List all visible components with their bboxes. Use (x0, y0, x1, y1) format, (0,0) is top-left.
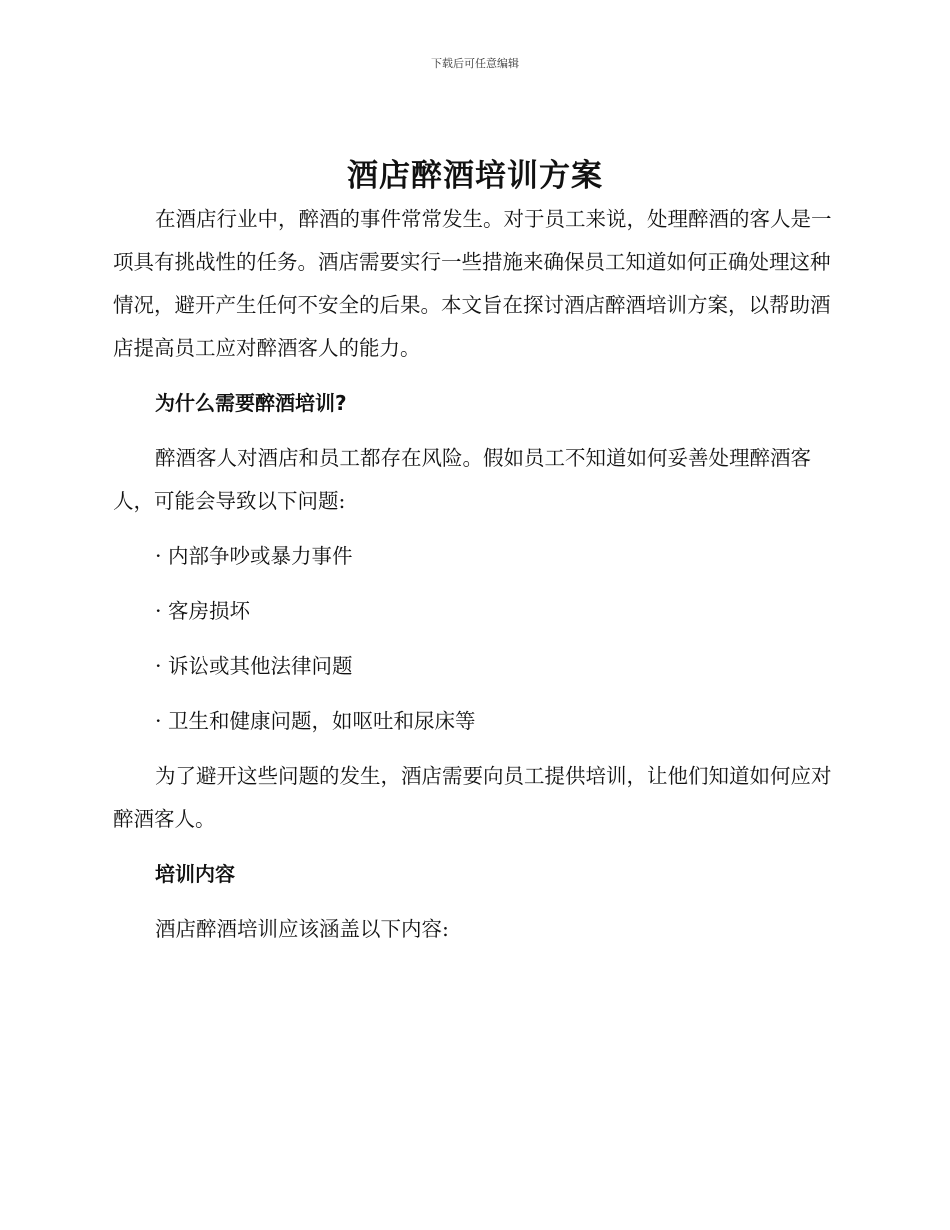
list-item: · 诉讼或其他法律问题 (155, 654, 353, 678)
section-heading-training-content: 培训内容 (155, 862, 235, 886)
risk-paragraph: 醉酒客人对酒店和员工都存在风险。假如员工不知道如何妥善处理醉酒客人，可能会导致以下问题: (113, 446, 811, 513)
section-heading-why-training: 为什么需要醉酒培训? (155, 391, 347, 415)
list-item: · 内部争吵或暴力事件 (155, 544, 353, 568)
list-item: · 卫生和健康问题，如呕吐和尿床等 (155, 709, 476, 733)
conclusion-paragraph: 为了避开这些问题的发生，酒店需要向员工提供培训，让他们知道如何应对醉酒客人。 (113, 764, 832, 831)
problem-list (113, 535, 833, 743)
document-body (113, 198, 833, 951)
document-title: 酒店醉酒培训方案 (347, 158, 603, 194)
training-content-paragraph: 酒店醉酒培训应该涵盖以下内容: (155, 917, 449, 941)
intro-paragraph: 在酒店行业中，醉酒的事件常常发生。对于员工来说，处理醉酒的客人是一项具有挑战性的任务。酒店需要实行一些措施来确保员工知道如何正确处理这种情况，避开产生任何不安全的后果。本文旨在探讨酒店醉酒培训方案，以帮助酒店提高员工应对醉酒客人的能力。 (113, 207, 832, 360)
list-item: · 客房损坏 (155, 599, 251, 623)
header-note: 下载后可任意编辑 (431, 57, 519, 70)
